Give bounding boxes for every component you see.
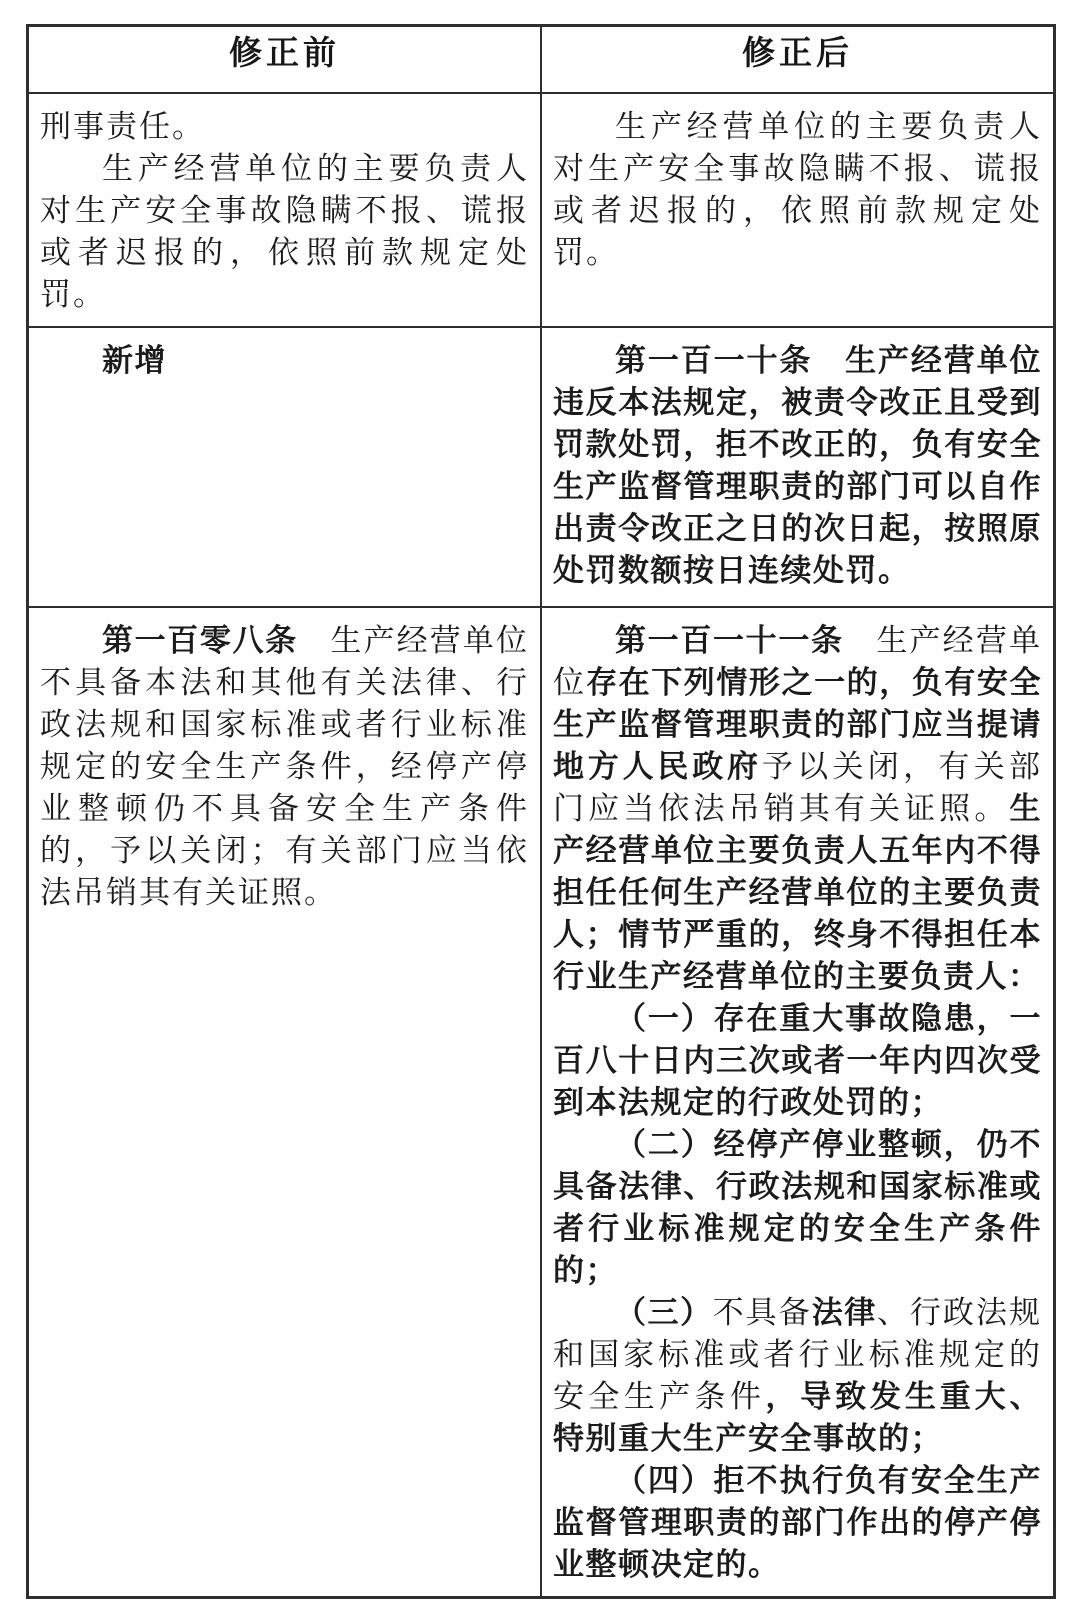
paragraph (553, 106, 1042, 274)
cell-before (28, 607, 542, 1598)
paragraph (40, 620, 529, 914)
table-row (28, 327, 1055, 607)
emphasized-text-segment: ，导致发生重大、特别重大生产安全事故的； (553, 1378, 1043, 1456)
text-segment: 生产经营单位的主要负责人对生产安全事故隐瞒不报、谎报或者迟报的，依照前款规定处罚。 (40, 150, 529, 312)
paragraph (553, 620, 1042, 998)
emphasized-text-segment: 第一百一十一条 (615, 622, 877, 658)
paragraph (553, 1460, 1042, 1586)
paragraph (553, 1292, 1042, 1460)
emphasized-text-segment: （四）拒不执行负有安全生产监督管理职责的部门作出的停产停业整顿决定的。 (553, 1462, 1042, 1582)
paragraph (553, 1124, 1042, 1292)
cell-after (541, 327, 1055, 607)
emphasized-text-segment: 法律 (811, 1294, 877, 1330)
emphasized-text-segment: （二）经停产停业整顿，仍不具备法律、行政法规和国家标准或者行业标准规定的安全生产条件的； (553, 1126, 1042, 1288)
text-segment: 、行政法规和国家标准或者行业标准规定的安全生产条件 (553, 1294, 1043, 1414)
amendment-comparison-table (26, 24, 1056, 1599)
text-segment: 生产经营单位的主要负责人对生产安全事故隐瞒不报、谎报或者迟报的，依照前款规定处罚。 (553, 108, 1042, 270)
emphasized-text-segment: （一）存在重大事故隐患，一百八十日内三次或者一年内四次受到本法规定的行政处罚的； (553, 1000, 1042, 1120)
column-header-before: 修正前 (28, 26, 542, 93)
text-segment: 生产经营单位 (553, 622, 1043, 700)
paragraph (553, 340, 1042, 592)
emphasized-text-segment: 生产经营单位违反本法规定，被责令改正且受到罚款处罚，拒不改正的，负有安全生产监督管理职责的部门可以自作出责令改正之日的次日起，按照原处罚数额按日连续处罚。 (553, 342, 1042, 588)
text-segment: 刑事责任。 (40, 108, 205, 144)
emphasized-text-segment: 第一百零八条 (102, 622, 331, 658)
column-header-after: 修正后 (541, 26, 1055, 93)
cell-after (541, 607, 1055, 1598)
table-body (28, 93, 1055, 1598)
text-segment: 予以关闭，有关部门应当依法吊销其有关证照。 (553, 748, 1043, 826)
table-header-row (28, 26, 1055, 93)
text-segment: 生产经营单位不具备本法和其他有关法律、行政法规和国家标准或者行业标准规定的安全生产条件，经停产停业整顿仍不具备安全生产条件的，予以关闭；有关部门应当依法吊销其有关证照。 (40, 622, 529, 910)
cell-before (28, 327, 542, 607)
emphasized-text-segment: 存在下列情形之一的，负有安全生产监督管理职责的部门应当提请地方人民政府 (553, 664, 1043, 784)
paragraph (40, 340, 529, 382)
cell-after (541, 93, 1055, 327)
paragraph (40, 106, 529, 148)
table-row (28, 607, 1055, 1598)
text-segment: 不具备 (712, 1294, 812, 1330)
emphasized-text-segment: 第一百一十条 (615, 342, 846, 378)
cell-before (28, 93, 542, 327)
paragraph (553, 998, 1042, 1124)
paragraph (40, 148, 529, 316)
table-row (28, 93, 1055, 327)
emphasized-text-segment: （三） (615, 1294, 713, 1330)
emphasized-text-segment: 生产经营单位主要负责人五年内不得担任任何生产经营单位的主要负责人；情节严重的，终身不得担任本行业生产经营单位的主要负责人： (553, 790, 1042, 994)
emphasized-text-segment: 新增 (102, 342, 167, 378)
